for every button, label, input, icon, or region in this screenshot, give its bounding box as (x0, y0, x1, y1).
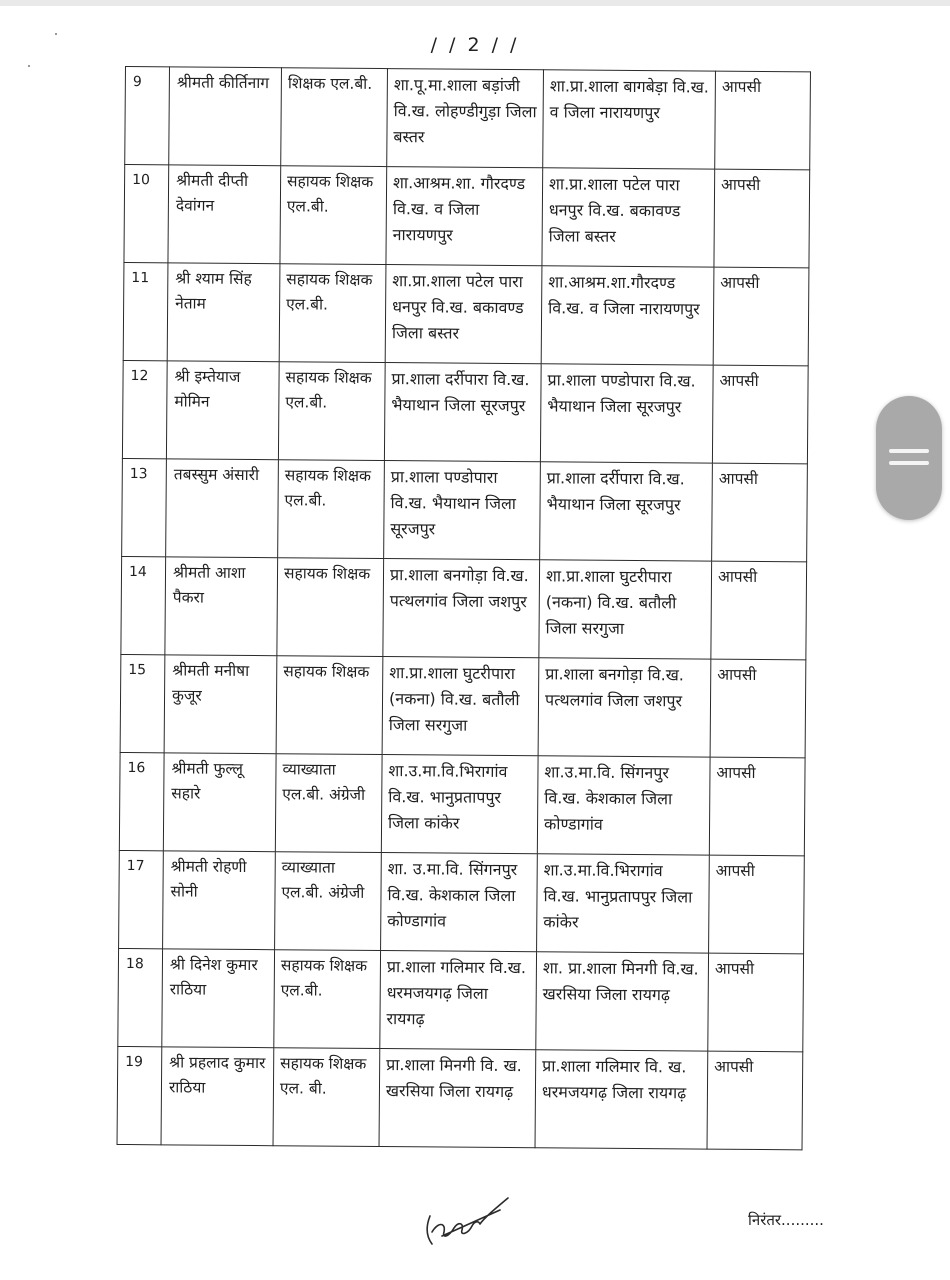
serial-number-cell: 13 (122, 458, 167, 556)
continued-label: निरंतर......... (748, 1211, 824, 1229)
transfer-type-cell: आपसी (712, 463, 808, 562)
serial-number-cell: 19 (117, 1046, 162, 1144)
serial-number-cell: 17 (119, 850, 164, 948)
table-row (117, 1046, 803, 1149)
transfer-type-cell: आपसी (709, 757, 805, 856)
current-school-cell: प्रा.शाला बनगोड़ा वि.ख. पत्थलगांव जिला जशपुर (383, 559, 540, 658)
current-school-cell: शा.पू.मा.शाला बड़ांजी वि.ख. लोहण्डीगुड़ा जिला बस्तर (387, 69, 544, 168)
transfer-table (117, 66, 811, 1150)
transfer-type-cell: आपसी (714, 169, 810, 268)
current-school-cell: शा.प्रा.शाला पटेल पारा धनपुर वि.ख. बकावण्ड जिला बस्तर (385, 265, 542, 364)
designation-cell: सहायक शिक्षक एल.बी. (278, 362, 385, 461)
transfer-type-cell: आपसी (709, 855, 805, 954)
employee-name-cell: तबस्सुम अंसारी (166, 459, 279, 558)
designation-cell: शिक्षक एल.बी. (281, 68, 388, 167)
employee-name-cell: श्रीमती दीप्ती देवांगन (168, 165, 281, 264)
employee-name-cell: श्रीमती मनीषा कुजूर (164, 655, 277, 754)
transfer-type-cell: आपसी (715, 71, 811, 170)
serial-number-cell: 12 (122, 360, 167, 458)
transfer-school-cell: शा. प्रा.शाला मिनगी वि.ख. खरसिया जिला रायगढ़ (536, 952, 709, 1051)
table-row (121, 556, 807, 659)
designation-cell: व्याख्याता एल.बी. अंग्रेजी (275, 852, 382, 951)
transfer-school-cell: शा.प्रा.शाला बागबेड़ा वि.ख. व जिला नारायणपुर (543, 70, 716, 169)
transfer-type-cell: आपसी (707, 1051, 803, 1150)
table-row (122, 458, 808, 561)
current-school-cell: प्रा.शाला मिनगी वि. ख. खरसिया जिला रायगढ़ (379, 1049, 536, 1148)
handle-grip-icon (889, 461, 929, 465)
serial-number-cell: 10 (124, 165, 169, 263)
table-row (119, 850, 805, 953)
table-row (125, 67, 811, 170)
serial-number-cell: 11 (123, 262, 168, 360)
table-row (118, 948, 804, 1051)
serial-number-cell: 9 (125, 67, 170, 165)
transfer-type-cell: आपसी (713, 267, 809, 366)
employee-name-cell: श्रीमती आशा पैकरा (165, 557, 278, 656)
transfer-school-cell: प्रा.शाला गलिमार वि. ख. धरमजयगढ़ जिला रायगढ़ (535, 1050, 708, 1149)
current-school-cell: शा.प्रा.शाला घुटरीपारा (नकना) वि.ख. बतौली जिला सरगुजा (382, 657, 539, 756)
table-row (123, 262, 809, 365)
serial-number-cell: 15 (120, 654, 165, 752)
employee-name-cell: श्रीमती कीर्तिनाग (169, 67, 282, 166)
scroll-handle[interactable] (876, 396, 942, 520)
employee-name-cell: श्री श्याम सिंह नेताम (167, 263, 280, 362)
current-school-cell: शा.आश्रम.शा. गौरदण्ड वि.ख. व जिला नारायणपुर (386, 167, 543, 266)
transfer-type-cell: आपसी (708, 953, 804, 1052)
current-school-cell: प्रा.शाला गलिमार वि.ख. धरमजयगढ़ जिला रायगढ़ (380, 951, 537, 1050)
scan-speck (28, 65, 30, 67)
designation-cell: सहायक शिक्षक एल.बी. (274, 950, 381, 1049)
employee-name-cell: श्री प्रहलाद कुमार राठिया (161, 1047, 274, 1146)
transfer-type-cell: आपसी (710, 659, 806, 758)
handle-grip-icon (889, 449, 929, 453)
current-school-cell: प्रा.शाला पण्डोपारा वि.ख. भैयाथान जिला सूरजपुर (384, 461, 541, 560)
page-number: / / 2 / / (430, 34, 520, 56)
signature (412, 1192, 522, 1252)
transfer-school-cell: शा.प्रा.शाला घुटरीपारा (नकना) वि.ख. बतौली जिला सरगुजा (539, 560, 712, 659)
transfer-school-cell: प्रा.शाला पण्डोपारा वि.ख. भैयाथान जिला सूरजपुर (540, 364, 713, 463)
table-row (124, 165, 810, 268)
table-row (119, 752, 805, 855)
current-school-cell: प्रा.शाला दर्रीपारा वि.ख. भैयाथान जिला सूरजपुर (384, 363, 541, 462)
transfer-school-cell: शा.उ.मा.वि. सिंगनपुर वि.ख. केशकाल जिला कोण्डागांव (537, 756, 710, 855)
employee-name-cell: श्रीमती रोहणी सोनी (163, 851, 276, 950)
employee-name-cell: श्री इम्तेयाज मोमिन (166, 361, 279, 460)
table-row (120, 654, 806, 757)
employee-name-cell: श्रीमती फुल्लू सहारे (163, 753, 276, 852)
transfer-table-body (117, 67, 810, 1150)
transfer-type-cell: आपसी (711, 561, 807, 660)
designation-cell: सहायक शिक्षक (277, 558, 384, 657)
transfer-school-cell: शा.उ.मा.वि.भिरागांव वि.ख. भानुप्रतापपुर जिला कांकेर (537, 854, 710, 953)
table-row (122, 360, 808, 463)
transfer-school-cell: प्रा.शाला बनगोड़ा वि.ख. पत्थलगांव जिला जशपुर (538, 658, 711, 757)
designation-cell: सहायक शिक्षक एल.बी. (278, 460, 385, 559)
designation-cell: सहायक शिक्षक एल.बी. (280, 166, 387, 265)
employee-name-cell: श्री दिनेश कुमार राठिया (162, 949, 275, 1048)
transfer-school-cell: शा.आश्रम.शा.गौरदण्ड वि.ख. व जिला नारायणपुर (541, 266, 714, 365)
serial-number-cell: 16 (119, 752, 164, 850)
serial-number-cell: 18 (118, 948, 163, 1046)
serial-number-cell: 14 (121, 556, 166, 654)
transfer-school-cell: प्रा.शाला दर्रीपारा वि.ख. भैयाथान जिला सूरजपुर (540, 462, 713, 561)
current-school-cell: शा. उ.मा.वि. सिंगनपुर वि.ख. केशकाल जिला कोण्डागांव (381, 853, 538, 952)
designation-cell: सहायक शिक्षक (276, 656, 383, 755)
transfer-school-cell: शा.प्रा.शाला पटेल पारा धनपुर वि.ख. बकावण्ड जिला बस्तर (542, 168, 715, 267)
viewer-top-edge (0, 0, 950, 6)
designation-cell: सहायक शिक्षक एल. बी. (273, 1048, 380, 1147)
transfer-type-cell: आपसी (712, 365, 808, 464)
designation-cell: व्याख्याता एल.बी. अंग्रेजी (275, 754, 382, 853)
designation-cell: सहायक शिक्षक एल.बी. (279, 264, 386, 363)
current-school-cell: शा.उ.मा.वि.भिरागांव वि.ख. भानुप्रतापपुर जिला कांकेर (381, 755, 538, 854)
